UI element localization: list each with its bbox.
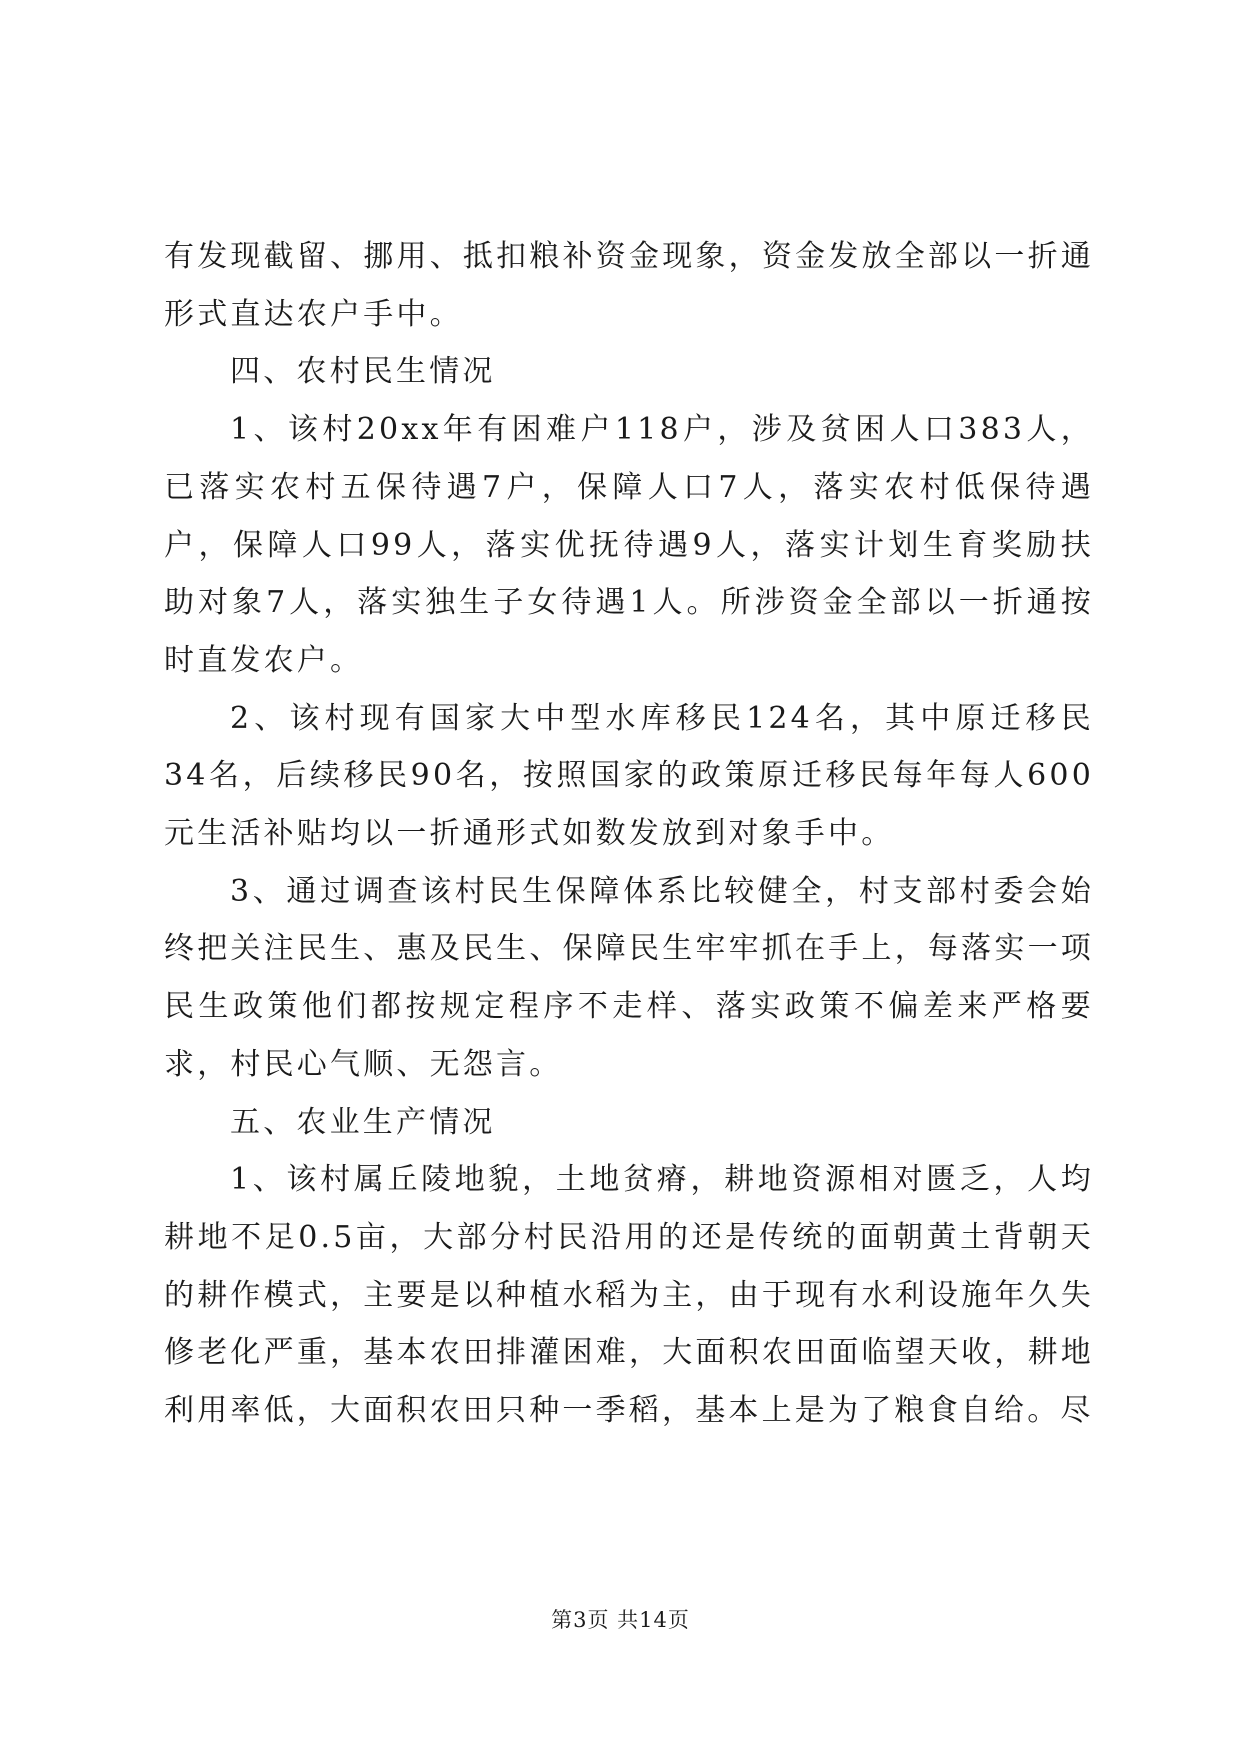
page-footer: 第3页 共14页 xyxy=(551,1608,690,1632)
paragraph-livelihood-2: 2、该村现有国家大中型水库移民124名，其中原迁移民34名，后续移民90名，按照国家的政策原迁移民每年每人600元生活补贴均以一折通形式如数发放到对象手中。 xyxy=(164,700,1094,852)
section-heading-5: 五、农业生产情况 xyxy=(230,1104,496,1140)
paragraph-livelihood-1: 1、该村20xx年有困难户118户，涉及贫困人口383人，已落实农村五保待遇7户，保障人口7人，落实农村低保待遇户，保障人口99人，落实优抚待遇9人，落实计划生育奖励扶助对象7人，落实独生子女待遇1人。所涉资金全部以一折通按时直发农户。 xyxy=(164,412,1094,678)
paragraph-agriculture-1: 1、该村属丘陵地貌，土地贫瘠，耕地资源相对匮乏，人均耕地不足0.5亩，大部分村民沿用的还是传统的面朝黄土背朝天的耕作模式，主要是以种植水稻为主，由于现有水利设施年久失修老化严重，基本农田排灌困难，大面积农田面临望天收，耕地利用率低，大面积农田只种一季稻，基本上是为了粮食自给。尽 xyxy=(164,1162,1094,1429)
paragraph-livelihood-3: 3、通过调查该村民生保障体系比较健全，村支部村委会始终把关注民生、惠及民生、保障民生牢牢抓在手上，每落实一项民生政策他们都按规定程序不走样、落实政策不偏差来严格要求，村民心气顺、无怨言。 xyxy=(164,873,1094,1082)
section-heading-4: 四、农村民生情况 xyxy=(230,354,496,390)
document-body xyxy=(164,228,1094,1440)
paragraph-1: 有发现截留、挪用、抵扣粮补资金现象，资金发放全部以一折通形式直达农户手中。 xyxy=(164,239,1094,332)
